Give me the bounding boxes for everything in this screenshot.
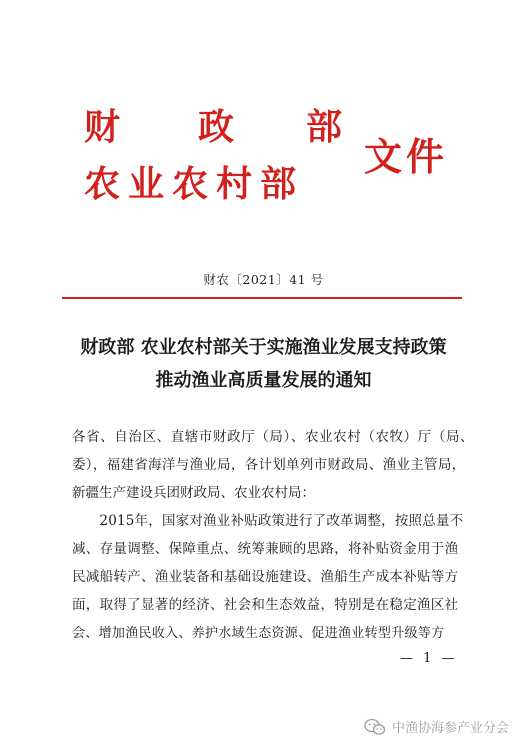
- body-line-1: 各省、自治区、直辖市财政厅（局）、农业农村（农牧）厅（局、: [72, 429, 475, 445]
- issuer-line-finance-ministry: [84, 106, 354, 149]
- body-line-8: 会、增加渔民收入、养护水域生态资源、促进渔业转型升级等方: [72, 626, 445, 641]
- document-title-line-2: 推动渔业高质量发展的通知: [155, 370, 372, 391]
- body-line-3: 新疆生产建设兵团财政局、农业农村局：: [72, 485, 315, 501]
- document-title-line-1: 财政部 农业农村部关于实施渔业发展支持政策: [80, 337, 447, 358]
- issuer-suffix-document: 文件: [364, 134, 449, 179]
- issuer-char-1: 财: [84, 106, 121, 148]
- issuer-char-3: 部: [306, 106, 343, 148]
- body-line-5: 减、存量调整、保障重点、统筹兼顾的思路，将补贴资金用于渔: [72, 541, 459, 557]
- issuer-char-2: 政: [198, 106, 235, 148]
- page-number: — 1 —: [400, 651, 458, 666]
- watermark-text: 中渔协海参产业分会: [391, 721, 509, 736]
- issuer-line-agriculture-ministry: 农业农村部: [84, 163, 305, 205]
- body-line-7: 面，取得了显著的经济、社会和生态效益，特别是在稳定渔区社: [72, 597, 459, 613]
- wechat-icon: [364, 718, 386, 736]
- body-line-6: 民减船转产、渔业装备和基础设施建设、渔船生产成本补贴等方: [72, 569, 459, 585]
- body-line-4: 2015年，国家对渔业补贴政策进行了改革调整，按照总量不: [72, 513, 464, 529]
- wechat-watermark: [364, 717, 509, 736]
- body-line-2: 委），福建省海洋与渔业局，各计划单列市财政局、渔业主管局，: [72, 457, 466, 473]
- red-separator-rule: [62, 297, 462, 299]
- document-number: 财农〔2021〕41 号: [203, 272, 324, 287]
